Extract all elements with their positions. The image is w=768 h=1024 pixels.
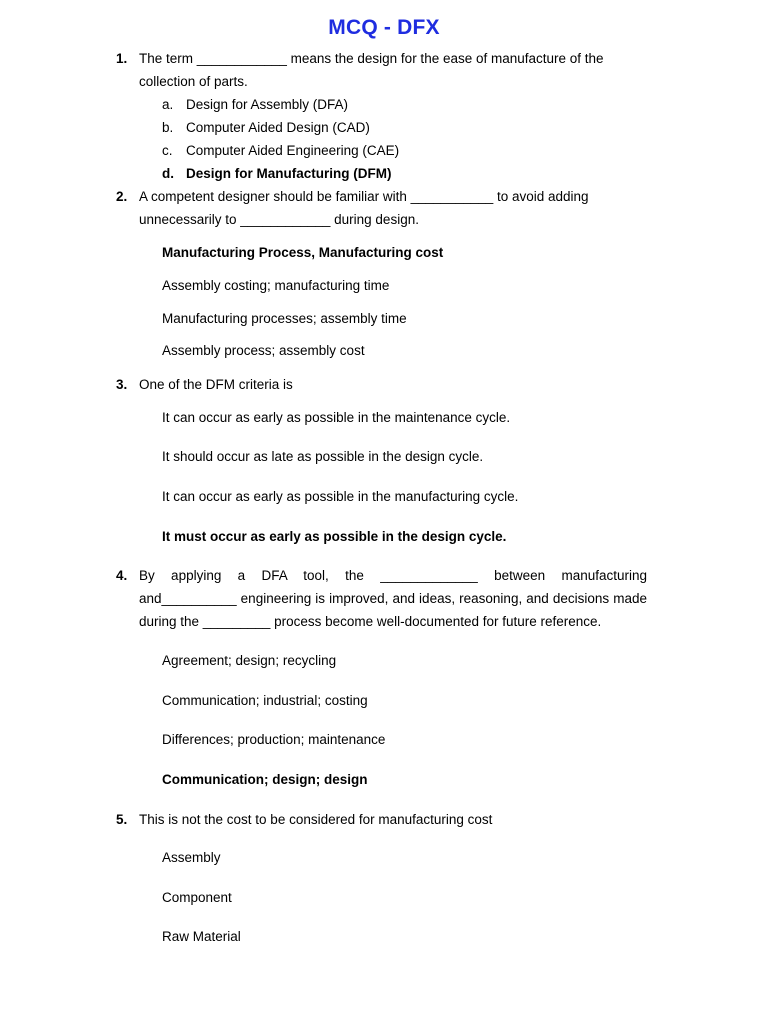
question-text: One of the DFM criteria is	[139, 377, 293, 392]
question-number: 2.	[116, 189, 128, 204]
option-text: Computer Aided Engineering (CAE)	[186, 143, 400, 158]
option-5-3: Raw Material	[162, 929, 241, 944]
question-3	[116, 373, 647, 396]
question-number: 4.	[116, 568, 128, 583]
question-text: A competent designer should be familiar with ___________ to avoid adding unnecessarily to ____________ during design.	[139, 189, 589, 227]
option-2-2: Assembly costing; manufacturing time	[162, 278, 390, 293]
option-4-2: Communication; industrial; costing	[162, 693, 368, 708]
option-3-1: It can occur as early as possible in the maintenance cycle.	[162, 410, 511, 425]
option-1b	[162, 119, 370, 137]
option-3-2: It should occur as late as possible in the design cycle.	[162, 449, 484, 464]
option-1d-answer	[162, 165, 392, 183]
option-4-3: Differences; production; maintenance	[162, 732, 386, 747]
option-letter: c.	[162, 143, 173, 158]
option-2-3: Manufacturing processes; assembly time	[162, 311, 407, 326]
option-letter: d.	[162, 166, 174, 181]
option-4-4-answer: Communication; design; design	[162, 772, 368, 787]
option-4-1: Agreement; design; recycling	[162, 653, 337, 668]
option-3-4-answer: It must occur as early as possible in the design cycle.	[162, 529, 507, 544]
option-text: Design for Manufacturing (DFM)	[186, 166, 392, 181]
question-2	[116, 185, 647, 231]
question-number: 3.	[116, 377, 128, 392]
option-3-3: It can occur as early as possible in the manufacturing cycle.	[162, 489, 519, 504]
option-5-1: Assembly	[162, 850, 221, 865]
option-1c	[162, 142, 399, 160]
option-2-4: Assembly process; assembly cost	[162, 343, 365, 358]
option-text: Design for Assembly (DFA)	[186, 97, 349, 112]
question-4	[116, 564, 647, 633]
option-text: Computer Aided Design (CAD)	[186, 120, 370, 135]
question-text: The term ____________ means the design for the ease of manufacture of the collection of parts.	[139, 51, 604, 89]
option-1a	[162, 96, 348, 114]
option-letter: b.	[162, 120, 174, 135]
question-text: This is not the cost to be considered for manufacturing cost	[139, 812, 493, 827]
question-text: By applying a DFA tool, the _____________ between manufacturing and__________ engineering is improved, and ideas, reasoning, and decisions made during the _________ process become well-documented for future reference.	[139, 568, 647, 629]
page-title: MCQ - DFX	[328, 16, 440, 39]
question-number: 5.	[116, 812, 128, 827]
option-letter: a.	[162, 97, 174, 112]
question-5	[116, 808, 647, 831]
option-2-1-answer: Manufacturing Process, Manufacturing cost	[162, 245, 444, 260]
question-number: 1.	[116, 51, 128, 66]
question-1	[116, 47, 647, 93]
option-5-2: Component	[162, 890, 232, 905]
